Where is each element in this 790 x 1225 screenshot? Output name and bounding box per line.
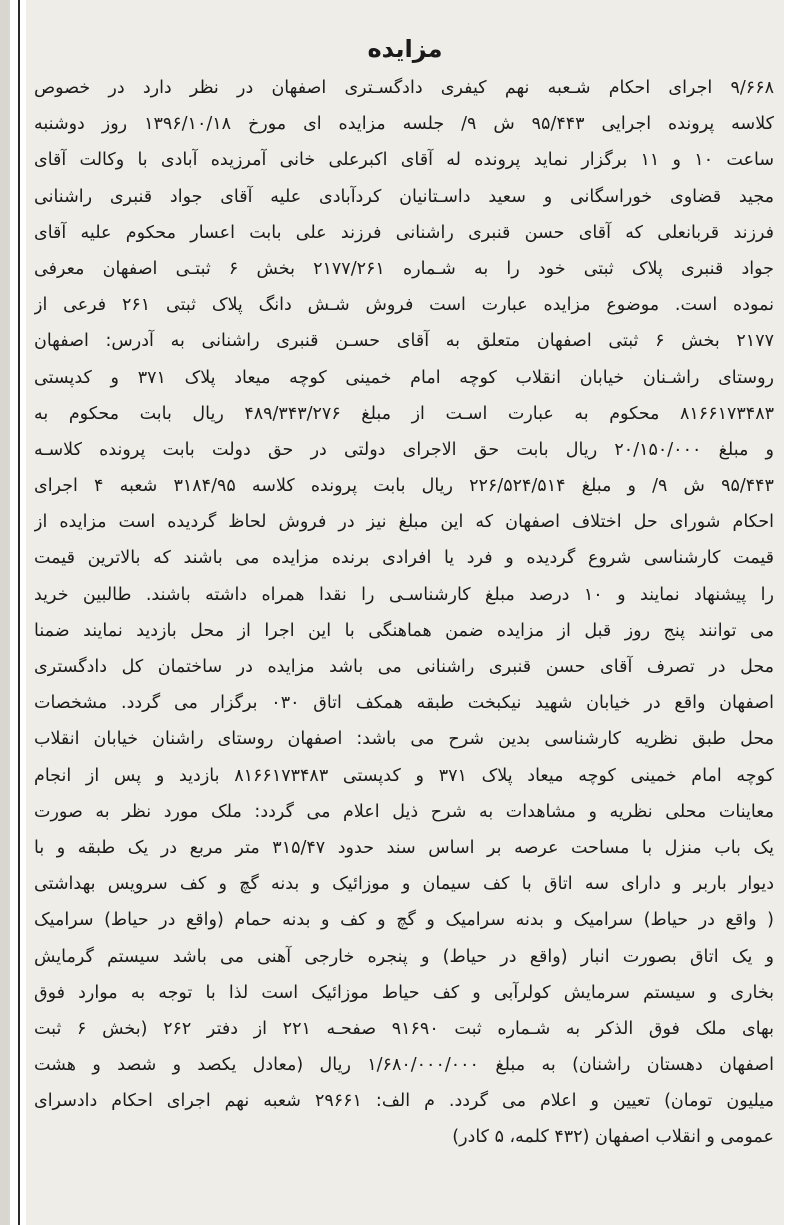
notice-line: اصفهان دهستان راشنان) به مبلغ ۱/۶۸۰/۰۰۰/۰۰۰ ریال (معادل یکصد و شصد و هشت [34, 1055, 774, 1076]
notice-body [26, 70, 784, 1156]
notice-line: ۲۱۷۷ بخش ۶ ثبتی اصفهان متعلق به آقای حسـن قنبری راشنانی به آدرس: اصفهان [34, 331, 774, 352]
notice-line: میلیون تومان) تعیین و اعلام می گردد. م الف: ۲۹۶۶۱ شعبه نهم اجرای احکام دادسرای [34, 1091, 774, 1112]
notice-line: دیوار باربر و دارای سه اتاق با کف سیمان و موزائیک و بدنه گچ و کف سرویس بهداشتی [34, 874, 774, 895]
notice-title: مزایده [367, 35, 443, 63]
notice-line: ۸۱۶۶۱۷۳۴۸۳ محکوم به عبارت اسـت از مبلغ ۴۸۹/۳۴۳/۲۷۶ ریال بابت محکوم به [34, 403, 774, 424]
notice-line: نموده است. موضوع مزایده عبارت است فروش شـش دانگ پلاک ثبتی ۲۶۱ فرعی از [34, 295, 774, 316]
notice-line: جواد قنبری پلاک ثبتی خود را به شـماره ۲۱۷۷/۲۶۱ بخش ۶ ثبتـی اصفهان معرفی [34, 258, 774, 279]
notice-line: بهای ملک فوق الذکر به شـماره ثبت ۹۱۶۹۰ صفحـه ۲۲۱ از دفتر ۲۶۲ (بخش ۶ ثبت [34, 1018, 774, 1039]
notice-line: و یک اتاق بصورت انبار (واقع در حیاط) و پنجره خارجی آهنی می باشد سیستم گرمایش [34, 946, 774, 967]
notice-line: روستای راشـنان خیابان انقلاب کوچه امام خمینی کوچه میعاد پلاک ۳۷۱ و کدپستی [34, 367, 774, 388]
page-margin [0, 0, 10, 1225]
column-divider [18, 0, 20, 1225]
notice-line: محل در تصرف آقای حسن قنبری راشنانی می باشد مزایده در ساختمان کل دادگستری [34, 657, 774, 677]
notice-line: را پیشنهاد نمایند و ۱۰ درصد مبلغ کارشناسـی را نقدا همراه داشته باشند. طالبین خرید [34, 584, 774, 605]
notice-line: معاینات محلی نظریه و مشاهدات به شرح ذیل اعلام می گردد: ملک مورد نظر به صورت [34, 801, 774, 822]
auction-notice [26, 0, 784, 1225]
notice-line: ساعت ۱۰ و ۱۱ برگزار نماید پرونده له آقای اکبرعلی خانی آمرزیده آبادی با وکالت آقای [34, 150, 774, 171]
notice-line: ( واقع در حیاط) سرامیک و بدنه سرامیک و گچ و کف و بدنه حمام (واقع در حیاط) سرامیک [34, 910, 774, 931]
notice-line: عمومی و انقلاب اصفهان (۴۳۲ کلمه، ۵ کادر) [452, 1127, 774, 1148]
notice-line: بخاری و سیستم سرمایش کولرآبی و کف حیاط موزائیک است لذا با توجه به موارد فوق [34, 982, 774, 1003]
notice-line: ۹/۶۶۸ اجرای احکام شـعبه نهم کیفری دادگسـتری اصفهان در نظر دارد در خصوص [34, 78, 774, 98]
notice-line: می توانند پنج روز قبل از مزایده ضمن هماهنگی با این اجرا از محل بازدید نمایند ضمنا [34, 620, 774, 641]
notice-line: کلاسه پرونده اجرایی ۹۵/۴۴۳ ش ۹/ جلسه مزایده ای مورخ ۱۳۹۶/۱۰/۱۸ روز دوشنبه [34, 114, 774, 135]
notice-line: احکام شورای حل اختلاف اصفهان که این مبلغ نیز در فروش لحاظ گردیده است مزایده از [34, 512, 774, 533]
notice-line: اصفهان واقع در خیابان شهید نیکبخت طبقه همکف اتاق ۰۳۰ برگزار می گردد. مشخصات [34, 693, 774, 714]
notice-line: و مبلغ ۲۰/۱۵۰/۰۰۰ ریال بابت حق الاجرای دولتی در حق دولت بابت پرونده کلاسـه [34, 439, 774, 460]
notice-line: قیمت کارشناسی شروع گردیده و فرد یا افرادی برنده مزایده می باشند که بالاترین قیمت [34, 548, 774, 569]
notice-line: محل طبق نظریه کارشناسی بدین شرح می باشد: اصفهان روستای راشنان خیابان انقلاب [34, 729, 774, 750]
notice-line: کوچه امام خمینی کوچه میعاد پلاک ۳۷۱ و کدپستی ۸۱۶۶۱۷۳۴۸۳ بازدید و پس از انجام [34, 765, 774, 786]
notice-line: ۹۵/۴۴۳ ش ۹/ و مبلغ ۲۲۶/۵۲۴/۵۱۴ ریال بابت پرونده کلاسه ۳۱۸۴/۹۵ شعبه ۴ اجرای [34, 476, 774, 497]
notice-line: یک باب منزل با مساحت عرصه بر اساس سند حدود ۳۱۵/۴۷ متر مربع در یک طبقه و با [34, 837, 774, 858]
notice-line: فرزند قربانعلی که آقای حسن قنبری راشنانی فرزند علی بابت اعسار محکوم علیه آقای [34, 222, 774, 243]
notice-line: مجید قضاوی خوراسگانی و سعید داسـتانیان کردآبادی علیه آقای جواد قنبری راشنانی [34, 186, 774, 207]
